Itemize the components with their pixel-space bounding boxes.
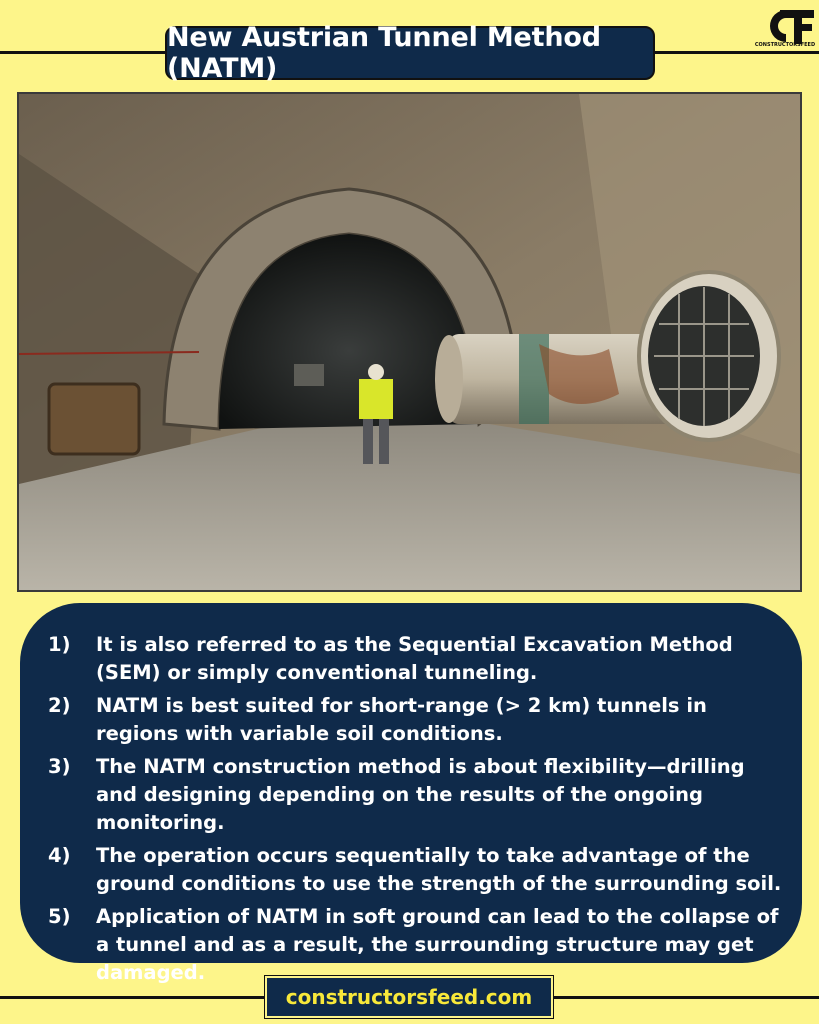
list-item-number: 3) <box>48 755 71 778</box>
list-item <box>48 753 782 837</box>
list-item-number: 1) <box>48 633 71 656</box>
logo-text: CONSTRUCTORSFEED <box>754 42 816 48</box>
footer-rule-left <box>0 996 265 999</box>
list-item-text: Application of NATM in soft ground can lead to the collapse of a tunnel and as a result, the surrounding structure may get damaged. <box>96 905 779 984</box>
tunnel-photo <box>17 92 802 592</box>
header-rule-right <box>655 51 819 54</box>
list-item-text: It is also referred to as the Sequential Excavation Method (SEM) or simply conventional tunneling. <box>96 633 733 684</box>
list-item <box>48 631 782 687</box>
footer-rule-right <box>553 996 819 999</box>
list-item <box>48 903 782 987</box>
header-rule-left <box>0 51 165 54</box>
list-item-number: 4) <box>48 844 71 867</box>
page-title-text: New Austrian Tunnel Method (NATM) <box>167 22 601 84</box>
list-item <box>48 692 782 748</box>
list-item <box>48 842 782 898</box>
page-title <box>165 22 655 84</box>
list-item-number: 5) <box>48 905 71 928</box>
website-link[interactable] <box>265 976 553 1018</box>
list-item-text: The operation occurs sequentially to take advantage of the ground conditions to use the strength of the surrounding soil. <box>96 844 782 895</box>
list-item-number: 2) <box>48 694 71 717</box>
tunnel-portal-image <box>19 94 800 590</box>
list-item-text: The NATM construction method is about flexibility—drilling and designing depending on the results of the ongoing monitoring. <box>96 755 745 834</box>
list-item-text: NATM is best suited for short-range (> 2 km) tunnels in regions with variable soil conditions. <box>96 694 707 745</box>
website-text: constructorsfeed.com <box>285 985 533 1009</box>
facts-panel <box>20 603 802 984</box>
